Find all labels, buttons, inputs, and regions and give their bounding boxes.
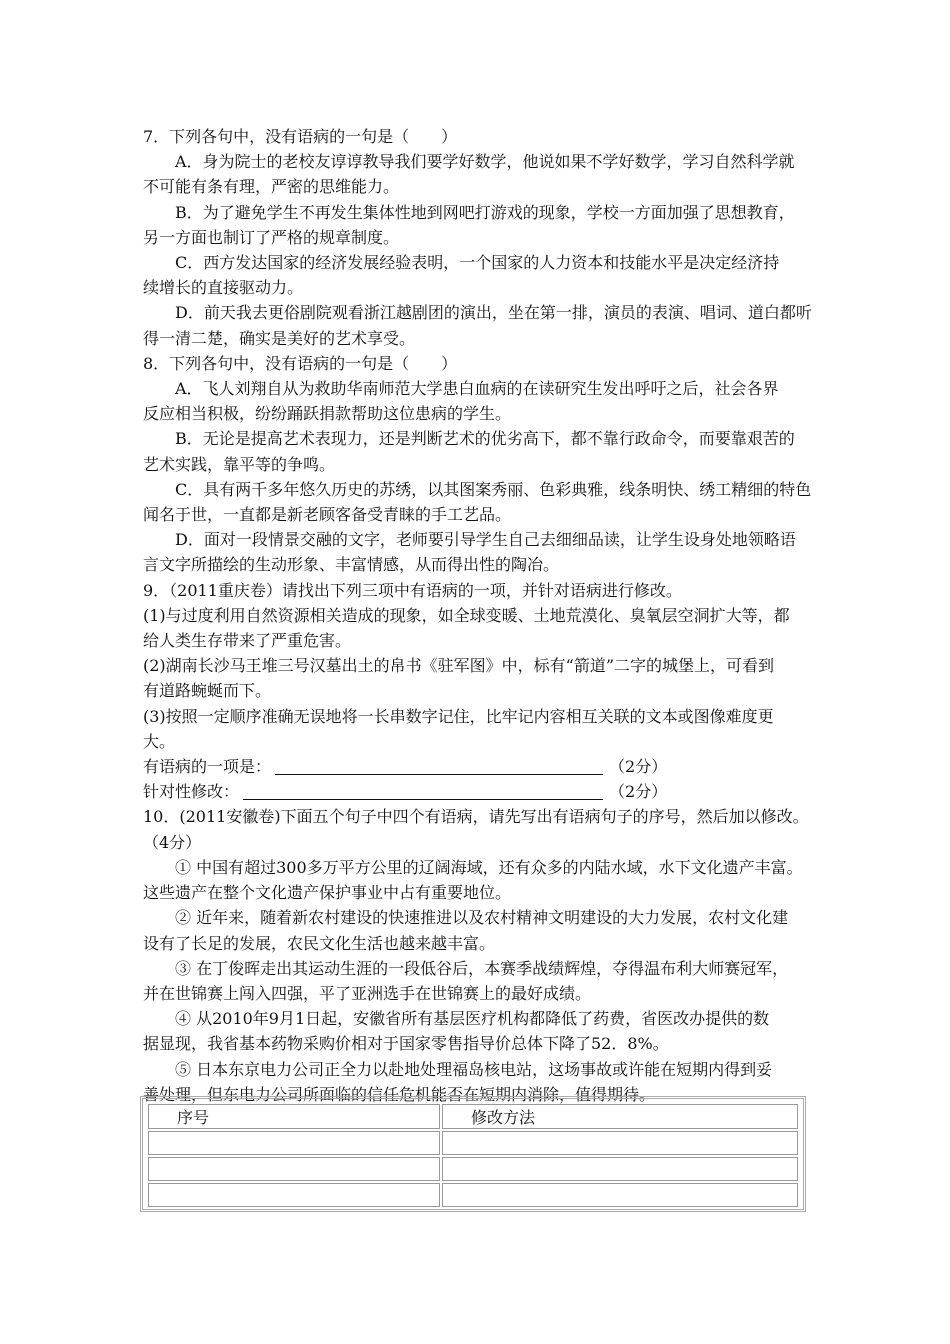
table-row <box>148 1131 798 1155</box>
q7-option-d: D．前天我去更俗剧院观看浙江越剧团的演出，坐在第一排，演员的表演、唱词、道白都听 <box>175 303 812 323</box>
q8-option-c: C．具有两千多年悠久历史的苏绣，以其图案秀丽、色彩典雅，线条明快、绣工精细的特色 <box>175 479 812 499</box>
table-cell[interactable] <box>442 1183 798 1207</box>
q10-sentence-4: ④ 从2010年9月1日起，安徽省所有基层医疗机构都降低了药费，省医改办提供的数 <box>175 1009 770 1029</box>
q9-item-1-cont: 给人类生存带来了严重危害。 <box>143 631 352 651</box>
answer-grid <box>146 1102 800 1209</box>
header-number: 序号 <box>148 1104 440 1129</box>
q8-option-d: D．面对一段情景交融的文字，老师要引导学生自己去细细品读，让学生设身处地领略语 <box>175 530 796 550</box>
q9-stem: 9．（2011重庆卷）请找出下列三项中有语病的一项，并针对语病进行修改。 <box>143 580 682 600</box>
q10-sentence-4-cont: 据显现，我省基本药物采购价相对于国家零售指导价总体下降了52．8%。 <box>143 1034 669 1054</box>
q8-stem: 8．下列各句中，没有语病的一句是（ ） <box>143 353 458 373</box>
q9-answer-blank-2[interactable] <box>243 782 603 800</box>
q9-answer-line-1 <box>143 754 808 779</box>
q10-sentence-3-cont: 并在世锦赛上闯入四强，平了亚洲选手在世锦赛上的最好成绩。 <box>143 983 592 1003</box>
q9-item-1: (1)与过度利用自然资源相关造成的现象，如全球变暖、土地荒漠化、臭氧层空洞扩大等，都 <box>143 605 790 625</box>
q9-answer-score-2: （2分） <box>609 782 668 802</box>
q9-item-3-cont: 大。 <box>143 731 176 751</box>
q7-option-b: B．为了避免学生不再发生集体性地到网吧打游戏的现象，学校一方面加强了思想教育， <box>175 202 795 222</box>
q10-sentence-5: ⑤ 日本东京电力公司正全力以赴地处理福岛核电站，这场事故或许能在短期内得到妥 <box>175 1059 773 1079</box>
q9-item-3: (3)按照一定顺序准确无误地将一长串数字记住，比牢记内容相互关联的文本或图像难度更 <box>143 706 774 726</box>
q7-option-b-cont: 另一方面也制订了严格的规章制度。 <box>143 227 400 247</box>
answer-table <box>140 1096 806 1212</box>
table-row <box>148 1183 798 1207</box>
q7-option-a: A．身为院士的老校友谆谆教导我们要学好数学，他说如果不学好数学，学习自然科学就 <box>175 152 795 172</box>
table-cell[interactable] <box>148 1183 440 1207</box>
q10-stem-cont: （4分） <box>143 832 202 852</box>
q8-option-a-cont: 反应相当积极，纷纷踊跃捐款帮助这位患病的学生。 <box>143 404 512 424</box>
header-correction: 修改方法 <box>442 1104 798 1129</box>
q8-option-a: A．飞人刘翔自从为救助华南师范大学患白血病的在读研究生发出呼吁之后，社会各界 <box>175 379 779 399</box>
table-cell[interactable] <box>148 1131 440 1155</box>
table-row <box>148 1157 798 1181</box>
q10-sentence-3: ③ 在丁俊晖走出其运动生涯的一段低谷后，本赛季战绩辉煌，夺得温布利大师赛冠军， <box>175 958 789 978</box>
q7-option-a-cont: 不可能有条有理，严密的思维能力。 <box>143 177 400 197</box>
q8-option-b: B．无论是提高艺术表现力，还是判断艺术的优劣高下，都不靠行政命令，而要靠艰苦的 <box>175 429 795 449</box>
table-header-row <box>148 1104 798 1129</box>
q10-sentence-2-cont: 设有了长足的发展，农民文化生活也越来越丰富。 <box>143 933 496 953</box>
q10-sentence-1: ① 中国有超过300多万平方公里的辽阔海域，还有众多的内陆水域，水下文化遗产丰富。 <box>175 857 803 877</box>
q8-option-b-cont: 艺术实践，靠平等的争鸣。 <box>143 454 336 474</box>
q9-answer-line-2 <box>143 779 808 804</box>
q10-sentence-2: ② 近年来，随着新农村建设的快速推进以及农村精神文明建设的大力发展，农村文化建 <box>175 908 789 928</box>
q9-answer-blank-1[interactable] <box>275 757 603 775</box>
q7-option-c-cont: 续增长的直接驱动力。 <box>143 278 304 298</box>
q10-sentence-1-cont: 这些遗产在整个文化遗产保护事业中占有重要地位。 <box>143 883 512 903</box>
q9-answer-score-1: （2分） <box>609 757 668 777</box>
q10-stem: 10．(2011安徽卷)下面五个句子中四个有语病，请先写出有语病句子的序号，然后加以修改。 <box>143 807 809 827</box>
q7-stem: 7．下列各句中，没有语病的一句是（ ） <box>143 127 458 146</box>
q8-option-d-cont: 言文字所描绘的生动形象、丰富情感，从而得出性的陶冶。 <box>143 555 560 575</box>
table-cell[interactable] <box>148 1157 440 1181</box>
q9-answer-label-2: 针对性修改： <box>143 782 240 802</box>
q7-option-d-cont: 得一清二楚，确实是美好的艺术享受。 <box>143 328 416 348</box>
q9-item-2-cont: 有道路蜿蜒而下。 <box>143 681 272 701</box>
q9-item-2: (2)湖南长沙马王堆三号汉墓出土的帛书《驻军图》中，标有“箭道”二字的城堡上，可看到 <box>143 656 775 676</box>
q10-sentence-5-cont: 善处理，但东电力公司所面临的信任危机能否在短期内消除，值得期待。 <box>143 1084 656 1104</box>
q9-answer-label-1: 有语病的一项是： <box>143 757 272 777</box>
q8-option-c-cont: 闻名于世，一直都是新老顾客备受青睐的手工艺品。 <box>143 505 512 525</box>
table-cell[interactable] <box>442 1131 798 1155</box>
question-content <box>143 124 812 1107</box>
table-cell[interactable] <box>442 1157 798 1181</box>
q7-option-c: C．西方发达国家的经济发展经验表明，一个国家的人力资本和技能水平是决定经济持 <box>175 253 780 273</box>
